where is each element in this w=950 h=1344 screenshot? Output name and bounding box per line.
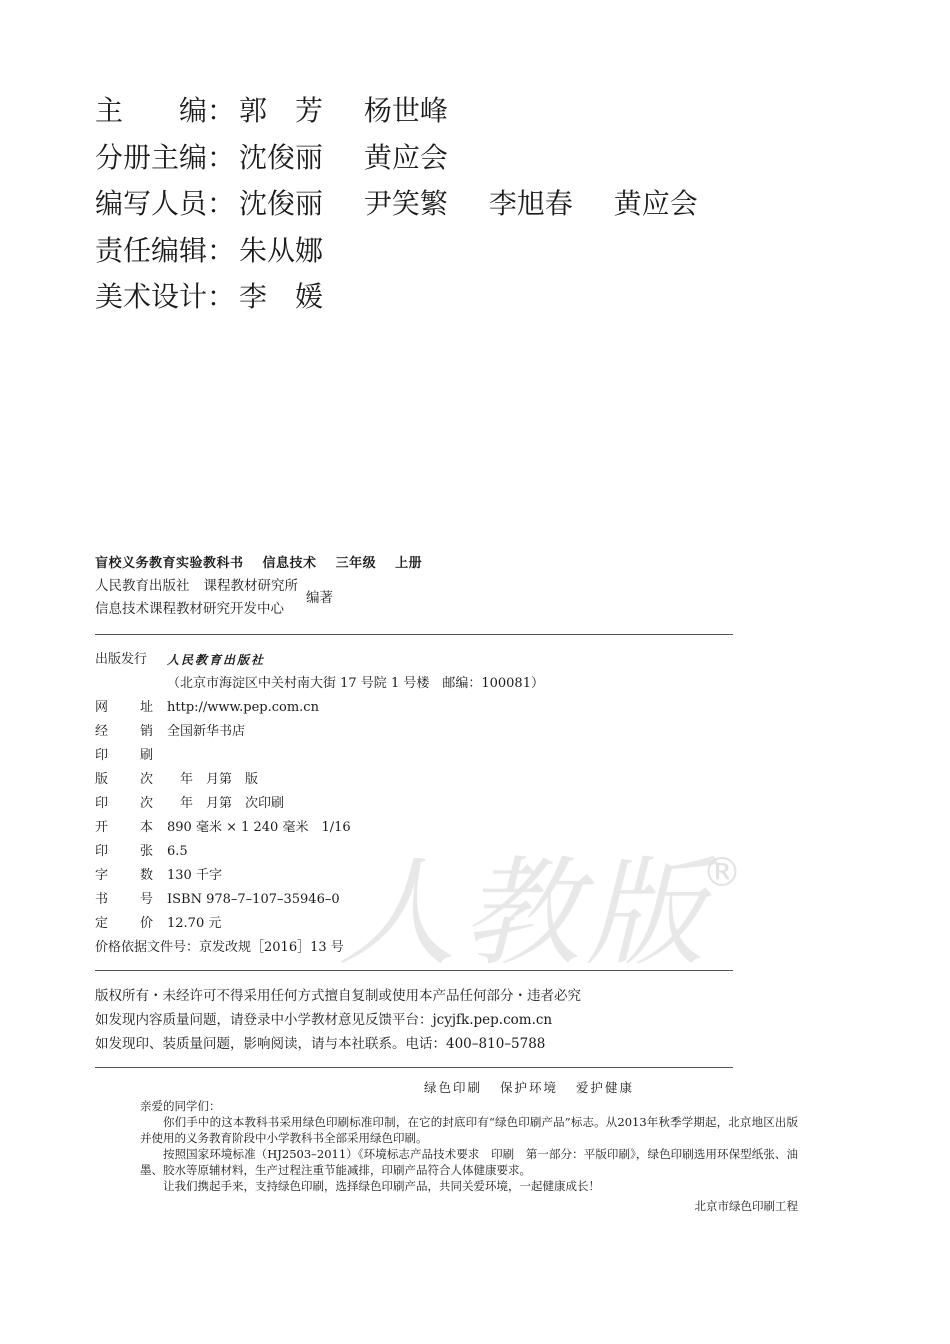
feedback-line: 如发现内容质量问题，请登录中小学教材意见反馈平台：jcyjfk.pep.com.cn bbox=[95, 1012, 553, 1028]
green-heading-part: 绿色印刷 bbox=[423, 1080, 482, 1095]
pub-row bbox=[95, 888, 544, 912]
pub-row bbox=[95, 696, 544, 720]
credit-row-responsible-editor bbox=[95, 228, 730, 275]
pub-value-edition: 年 月第 版 bbox=[167, 772, 259, 787]
pub-value-format: 890 毫米 × 1 240 毫米 1/16 bbox=[167, 820, 351, 835]
pub-key: 开 本 bbox=[95, 820, 153, 835]
pub-row bbox=[95, 720, 544, 744]
pub-key: 印 次 bbox=[95, 796, 153, 811]
pub-value-isbn: ISBN 978–7–107–35946–0 bbox=[167, 892, 340, 907]
pub-key: 印 刷 bbox=[95, 748, 153, 763]
book-title-part: 三年级 bbox=[335, 556, 377, 571]
pub-row bbox=[95, 864, 544, 888]
credit-name: 李 媛 bbox=[239, 280, 324, 313]
pub-row bbox=[95, 792, 544, 816]
credit-name: 沈俊丽 bbox=[239, 140, 324, 174]
author-suffix: 编著 bbox=[306, 589, 333, 606]
credit-label: 编写人员： bbox=[95, 187, 236, 220]
credit-row-art-design bbox=[95, 274, 730, 321]
pub-key: 书 号 bbox=[95, 892, 153, 907]
credit-row-volume-editor bbox=[95, 135, 730, 182]
pub-key: 印 张 bbox=[95, 844, 153, 859]
pub-value-printing: 年 月第 次印刷 bbox=[167, 796, 285, 811]
credit-name: 黄应会 bbox=[363, 140, 448, 174]
green-paragraph: 你们手中的这本教科书采用绿色印刷标准印制，在它的封底印有“绿色印刷产品”标志。从2013年秋季学期起，北京地区出版并使用的义务教育阶段中小学教科书全部采用绿色印刷。 bbox=[140, 1115, 798, 1145]
credit-names bbox=[239, 135, 480, 182]
pub-value-distributor: 全国新华书店 bbox=[167, 724, 246, 739]
book-title-part: 信息技术 bbox=[262, 556, 317, 571]
green-paragraph: 让我们携起手来，支持绿色印刷，选择绿色印刷产品，共同关爱环境，一起健康成长！ bbox=[163, 1179, 600, 1193]
pub-key: 字 数 bbox=[95, 868, 153, 883]
author-institute: 课程教材研究所 bbox=[203, 578, 298, 594]
book-authors bbox=[95, 575, 436, 621]
divider-rule bbox=[95, 970, 733, 971]
green-signature: 北京市绿色印刷工程 bbox=[694, 1199, 798, 1213]
green-heading-part: 保护环境 bbox=[499, 1080, 558, 1095]
pub-value-price: 12.70 元 bbox=[167, 916, 222, 931]
pub-row bbox=[95, 816, 544, 840]
pub-key: 网 址 bbox=[95, 700, 153, 715]
credit-names bbox=[239, 228, 355, 275]
credit-label: 责任编辑： bbox=[95, 233, 236, 267]
book-title-part: 盲校义务教育实验教科书 bbox=[95, 556, 244, 571]
credit-names bbox=[239, 274, 355, 321]
author-line-2: 信息技术课程教材研究开发中心 bbox=[95, 601, 284, 617]
credit-name: 李旭春 bbox=[488, 187, 573, 220]
credit-name: 朱从娜 bbox=[239, 233, 324, 267]
book-info bbox=[95, 552, 436, 621]
divider-rule bbox=[95, 634, 733, 635]
green-paragraph: 按照国家环境标准（HJ2503–2011）《环境标志产品技术要求 印刷 第一部分：平版印刷》，绿色印刷选用环保型纸张、油墨、胶水等原辅材料，生产过程注重节能减排，印刷产品符合人体健康要求。 bbox=[140, 1147, 798, 1177]
credit-name: 尹笑繁 bbox=[363, 187, 448, 220]
green-heading-part: 爱护健康 bbox=[575, 1080, 634, 1095]
divider-rule bbox=[95, 1067, 733, 1068]
credit-name: 黄应会 bbox=[613, 187, 698, 220]
pub-row bbox=[95, 840, 544, 864]
pub-value-website: http://www.pep.com.cn bbox=[167, 700, 319, 715]
pub-row bbox=[95, 768, 544, 792]
pub-row-publisher bbox=[95, 648, 544, 672]
pub-value-word-count: 130 千字 bbox=[167, 868, 222, 883]
pub-price-basis: 价格依据文件号：京发改规［2016］13 号 bbox=[95, 940, 344, 955]
pub-key: 经 销 bbox=[95, 724, 153, 739]
registered-mark-icon: ® bbox=[702, 850, 742, 896]
author-line-1 bbox=[95, 575, 298, 598]
pub-value-sheets: 6.5 bbox=[167, 844, 188, 859]
contact-line: 如发现印、装质量问题，影响阅读，请与本社联系。电话：400–810–5788 bbox=[95, 1036, 546, 1052]
author-publisher: 人民教育出版社 bbox=[95, 578, 190, 594]
credit-name: 杨世峰 bbox=[363, 94, 448, 127]
pub-address: （北京市海淀区中关村南大街 17 号院 1 号楼 邮编：100081） bbox=[167, 676, 544, 691]
rights-notice bbox=[95, 984, 581, 1056]
author-lines bbox=[95, 575, 298, 621]
credit-label: 美术设计： bbox=[95, 280, 236, 313]
green-heading bbox=[260, 1080, 798, 1096]
credit-row-writers bbox=[95, 181, 730, 228]
pub-key: 定 价 bbox=[95, 916, 153, 931]
green-printing-notice bbox=[140, 1080, 798, 1214]
rights-line: 版权所有・未经许可不得采用任何方式擅自复制或使用本产品任何部分・违者必究 bbox=[95, 988, 581, 1004]
pub-row bbox=[95, 744, 544, 768]
credits-block bbox=[95, 88, 730, 321]
book-title bbox=[95, 552, 436, 575]
pub-key: 出版发行 bbox=[95, 652, 148, 667]
credit-label: 分册主编： bbox=[95, 140, 236, 174]
credit-names bbox=[239, 181, 730, 228]
pub-row bbox=[95, 912, 544, 936]
green-salutation: 亲爱的同学们： bbox=[140, 1099, 221, 1113]
book-title-part: 上册 bbox=[395, 556, 423, 571]
credit-name: 郭 芳 bbox=[239, 94, 324, 127]
credit-names bbox=[239, 88, 480, 135]
credit-label: 主 编： bbox=[95, 94, 236, 127]
watermark-text: 人教版 bbox=[338, 844, 711, 976]
publication-details bbox=[95, 648, 544, 960]
credit-name: 沈俊丽 bbox=[239, 187, 324, 220]
credit-row-chief-editor bbox=[95, 88, 730, 135]
pub-key: 版 次 bbox=[95, 772, 153, 787]
publisher-logo: 人民教育出版社 bbox=[167, 653, 266, 667]
